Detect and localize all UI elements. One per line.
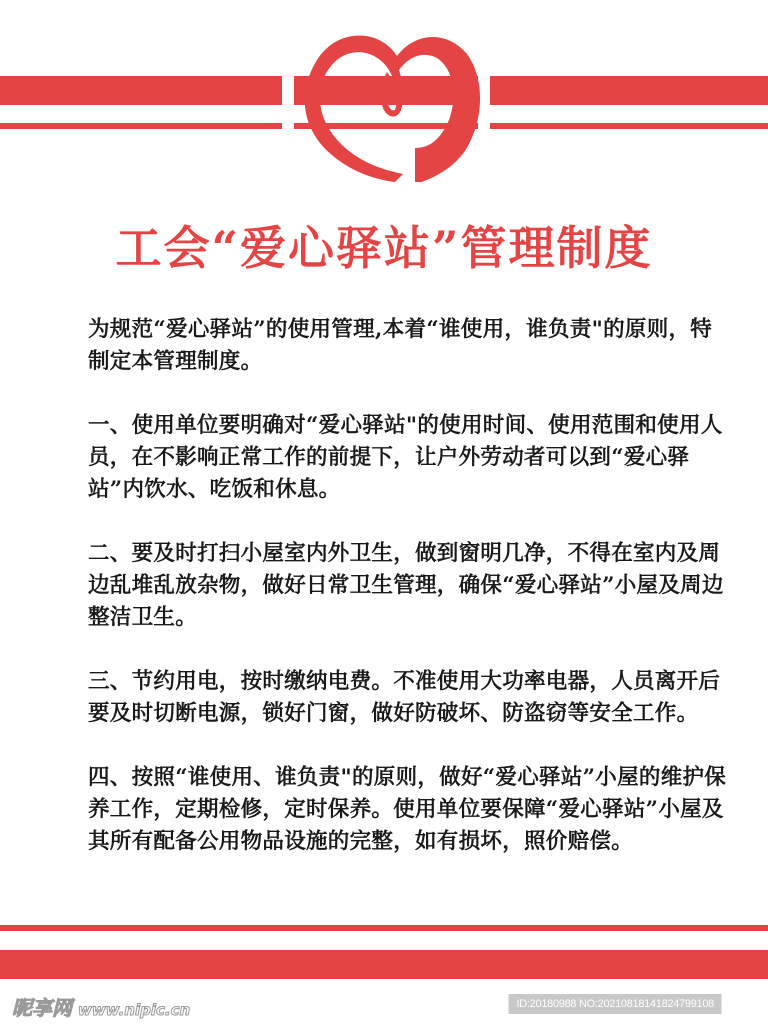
page-title: 工会“爱心驿站”管理制度 bbox=[115, 221, 653, 275]
bottom-thick-red-band bbox=[0, 950, 768, 979]
bottom-thin-red-band bbox=[0, 925, 768, 931]
watermark-logo-text: 昵享网 bbox=[12, 996, 72, 1020]
rule-3-paragraph: 三、节约用电，按时缴纳电费。不准使用大功率电器，人员离开后要及时切断电源，锁好门窗，做好防破坏、防盗窃等安全工作。 bbox=[88, 669, 721, 726]
watermark-url: www.nipic.cn bbox=[78, 1001, 191, 1019]
rule-2-paragraph: 二、要及时打扫小屋室内外卫生，做到窗明几净，不得在室内及周边乱堆乱放杂物，做好日常卫生管理，确保“爱心驿站”小屋及周边整洁卫生。 bbox=[88, 541, 724, 630]
rule-4-paragraph: 四、按照“谁使用、谁负责"的原则，做好“爱心驿站”小屋的维护保养工作，定期检修，定时保养。使用单位要保障“爱心驿站”小屋及其所有配备公用物品设施的完整，如有损坏，照价赔偿。 bbox=[88, 765, 727, 854]
intro-paragraph: 为规范“爱心驿站”的使用管理,本着“谁使用，谁负责"的原则，特制定本管理制度。 bbox=[88, 317, 713, 374]
rule-1-paragraph: 一、使用单位要明确对“爱心驿站"的使用时间、使用范围和使用人员，在不影响正常工作的前提下，让户外劳动者可以到“爱心驿站”内饮水、吃饭和休息。 bbox=[88, 413, 723, 502]
watermark-logo bbox=[12, 992, 190, 1021]
regulation-body bbox=[88, 314, 728, 890]
watermark-id-badge: ID:20180988 NO:20210818141824799108 bbox=[509, 994, 722, 1014]
heart-ribbon-icon bbox=[275, 34, 495, 182]
